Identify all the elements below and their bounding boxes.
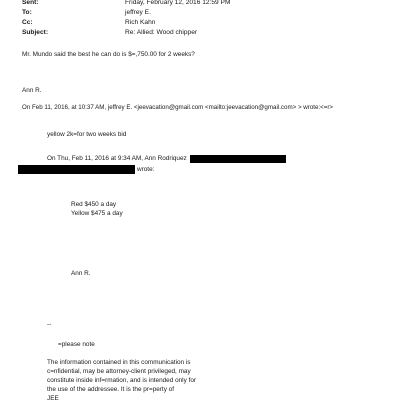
disclaimer-line: c=nfidential, may be attorney-client privileged, may — [47, 368, 191, 375]
separator: -- — [47, 321, 52, 328]
redaction-block — [18, 165, 135, 174]
quote2-signature: Ann R. — [71, 270, 91, 277]
quote2-header-start: On Thu, Feb 11, 2016 at 9:34 AM, Ann Rodriquez — [47, 155, 187, 162]
subject-value: Re: Allied: Wood chipper — [125, 29, 198, 36]
cc-label: Cc: — [22, 19, 33, 26]
message-text: Mr. Mundo said the best he can do is $=,750.00 for 2 weeks? — [22, 51, 195, 58]
quote1-header: On Feb 11, 2016, at 10:37 AM, jeffrey E. <jeevacation@gmail.com <mailto:jeevacation@gmail.com> > wrote:<=r> — [22, 104, 334, 111]
disclaimer-line: constitute inside inf=rmation, and is intended only for — [47, 377, 197, 384]
to-label: To: — [22, 9, 32, 16]
signature: Ann R. — [22, 87, 42, 94]
please-note: =please note — [58, 341, 95, 348]
disclaimer-line: The information contained in this communication is — [47, 359, 191, 366]
quote2-header-end: wrote: — [137, 166, 155, 173]
price-yellow: Yellow $475 a day — [71, 210, 123, 217]
cc-value: Rich Kahn — [125, 19, 156, 26]
subject-label: Subject: — [22, 29, 49, 36]
redaction-block — [190, 155, 286, 163]
to-value: jeffrey E. — [125, 9, 151, 16]
quote1-text: yellow 2k=for two weeks bid — [47, 131, 127, 138]
disclaimer-line: JEE — [47, 395, 59, 400]
price-red: Red $450 a day — [71, 201, 117, 208]
sent-label: Sent: — [22, 0, 39, 6]
disclaimer-line: the use of the addressee. It is the pr=perty of — [47, 386, 175, 393]
sent-value: Friday, February 12, 2016 12:59 PM — [125, 0, 231, 6]
